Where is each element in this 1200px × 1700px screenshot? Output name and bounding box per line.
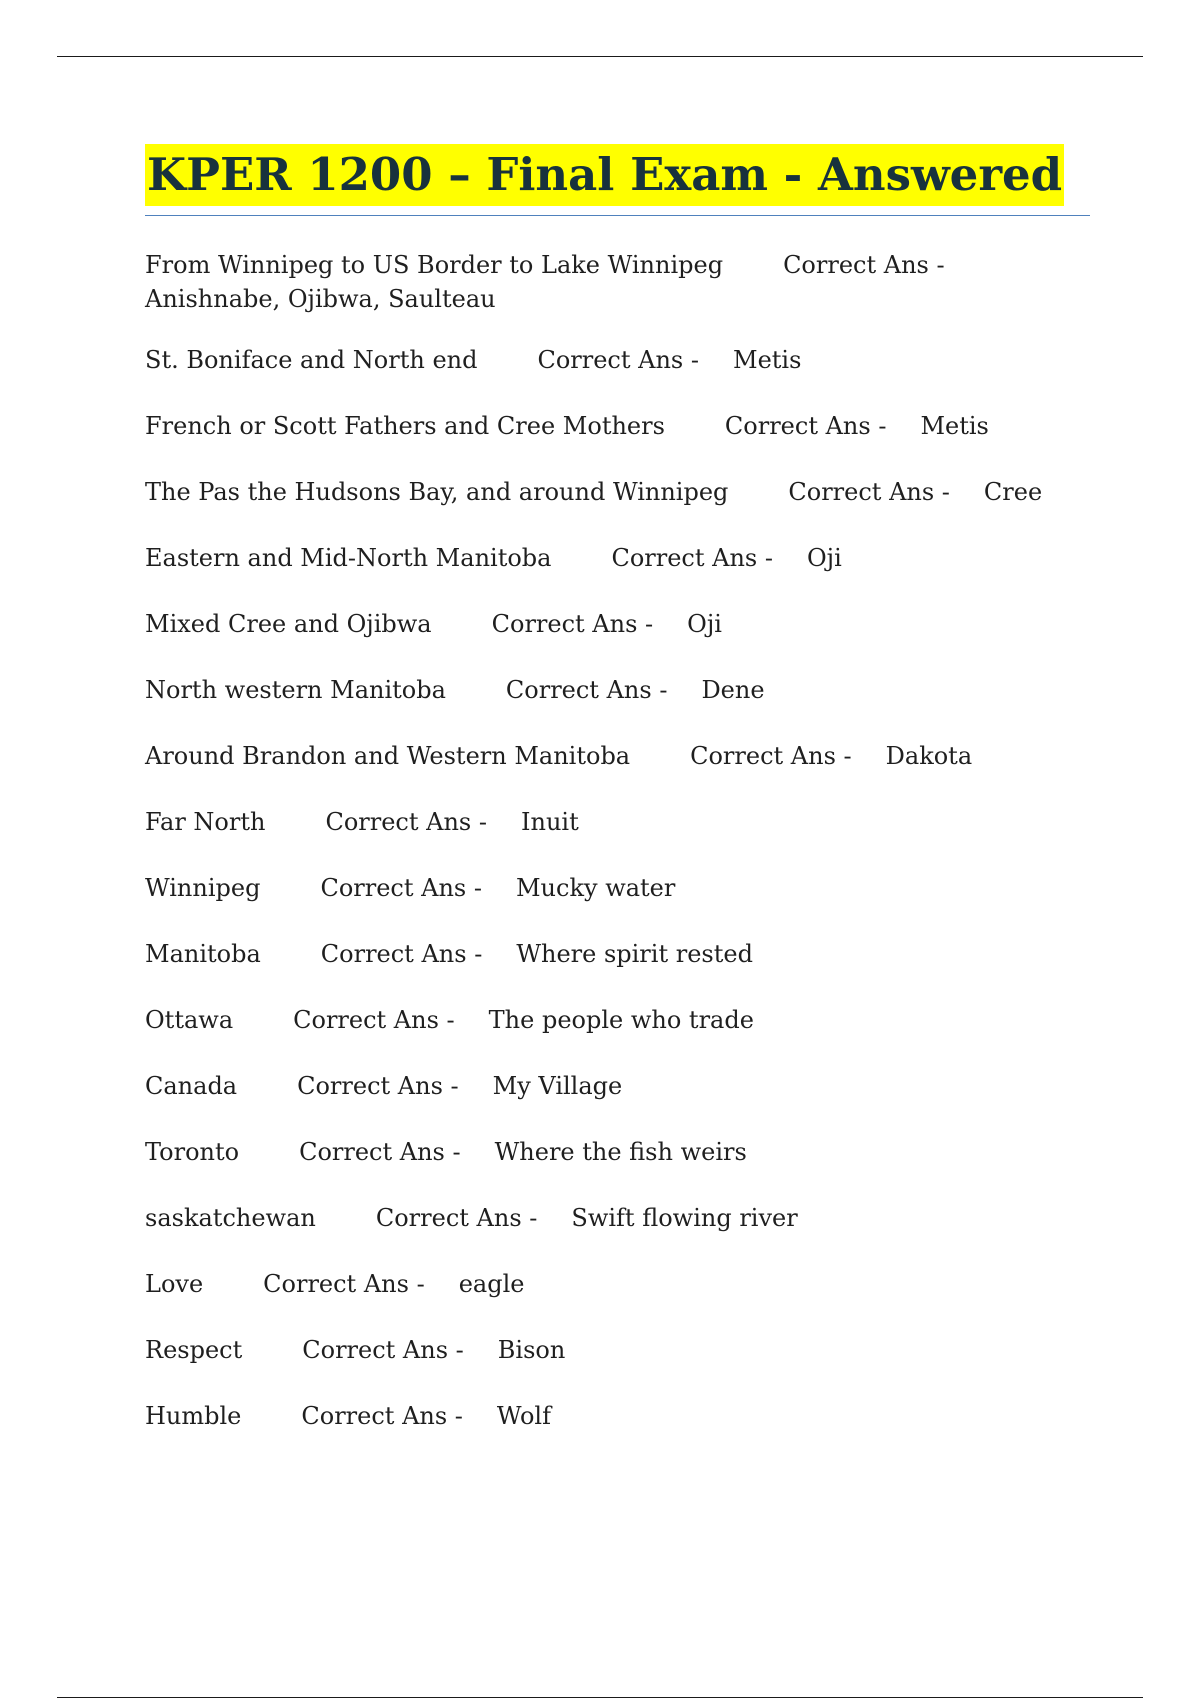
question-text: Manitoba	[145, 940, 261, 968]
answer-text: The people who trade	[488, 1006, 754, 1034]
answer-text: Where spirit rested	[516, 940, 753, 968]
question-text: French or Scott Fathers and Cree Mothers	[145, 412, 665, 440]
answer-label: Correct Ans -	[537, 346, 699, 374]
answer-label: Correct Ans -	[302, 1336, 464, 1364]
answer-label: Correct Ans -	[375, 1204, 538, 1232]
answer-label: Correct Ans -	[505, 676, 668, 704]
answer-text: Dakota	[885, 742, 973, 770]
answer-label: Correct Ans -	[301, 1402, 463, 1430]
answer-text: Swift flowing river	[571, 1204, 798, 1232]
answer-label: Correct Ans -	[788, 478, 950, 506]
answer-text: Metis	[920, 412, 989, 440]
question-text: Canada	[145, 1072, 238, 1100]
answer-text: Dene	[701, 676, 765, 704]
answer-label: Correct Ans -	[293, 1006, 455, 1034]
qa-item	[145, 673, 1090, 707]
qa-item	[145, 1399, 1090, 1433]
question-text: The Pas the Hudsons Bay, and around Winnipeg	[145, 478, 729, 506]
question-text: From Winnipeg to US Border to Lake Winnipeg	[145, 251, 724, 279]
title-underline	[145, 215, 1090, 216]
answer-text: Where the fish weirs	[494, 1138, 747, 1166]
qa-item	[145, 541, 1090, 575]
answer-label: Correct Ans -	[299, 1138, 461, 1166]
question-text: Respect	[145, 1336, 243, 1364]
question-text: Eastern and Mid-North Manitoba	[145, 544, 552, 572]
answer-label: Correct Ans -	[491, 610, 654, 638]
answer-label: Correct Ans -	[320, 874, 482, 902]
question-text: Ottawa	[145, 1006, 234, 1034]
question-text: Love	[145, 1270, 204, 1298]
answer-text: Metis	[733, 346, 802, 374]
qa-item	[145, 607, 1090, 641]
qa-item	[145, 871, 1090, 905]
answer-text: Oji	[687, 610, 722, 638]
answer-label: Correct Ans -	[690, 742, 852, 770]
qa-item	[145, 937, 1090, 971]
answer-label: Correct Ans -	[325, 808, 487, 836]
answer-label: Correct Ans -	[297, 1072, 459, 1100]
qa-list	[145, 248, 1090, 1433]
answer-text: Bison	[497, 1336, 566, 1364]
question-text: North western Manitoba	[145, 676, 446, 704]
question-text: Toronto	[145, 1138, 240, 1166]
answer-label: Correct Ans -	[724, 412, 887, 440]
answer-text: Cree	[983, 478, 1043, 506]
question-text: Humble	[145, 1402, 242, 1430]
qa-item	[145, 1003, 1090, 1037]
page-title: KPER 1200 – Final Exam - Answered	[145, 144, 1064, 206]
bottom-rule	[57, 1697, 1143, 1698]
qa-item	[145, 1333, 1090, 1367]
qa-item	[145, 248, 1090, 316]
answer-text: Wolf	[496, 1402, 551, 1430]
question-text: Winnipeg	[145, 874, 261, 902]
answer-label: Correct Ans -	[320, 940, 483, 968]
qa-item	[145, 1267, 1090, 1301]
answer-text: Inuit	[521, 808, 579, 836]
qa-item	[145, 805, 1090, 839]
answer-label: Correct Ans -	[263, 1270, 425, 1298]
question-text: Far North	[145, 808, 266, 836]
qa-item	[145, 475, 1090, 509]
top-rule	[57, 56, 1143, 57]
qa-item	[145, 1135, 1090, 1169]
document-body	[145, 144, 1090, 1465]
answer-text: Anishnabe, Ojibwa, Saulteau	[145, 285, 496, 313]
question-text: St. Boniface and North end	[145, 346, 478, 374]
qa-item	[145, 343, 1090, 377]
question-text: Around Brandon and Western Manitoba	[145, 742, 631, 770]
title-block	[145, 144, 1090, 206]
question-text: saskatchewan	[145, 1204, 316, 1232]
qa-item	[145, 1201, 1090, 1235]
answer-text: Oji	[807, 544, 842, 572]
qa-item	[145, 409, 1090, 443]
answer-text: Mucky water	[515, 874, 676, 902]
qa-item	[145, 739, 1090, 773]
qa-item	[145, 1069, 1090, 1103]
answer-text: My Village	[492, 1072, 623, 1100]
question-text: Mixed Cree and Ojibwa	[145, 610, 432, 638]
answer-label: Correct Ans -	[783, 251, 945, 279]
answer-label: Correct Ans -	[611, 544, 773, 572]
answer-text: eagle	[458, 1270, 525, 1298]
